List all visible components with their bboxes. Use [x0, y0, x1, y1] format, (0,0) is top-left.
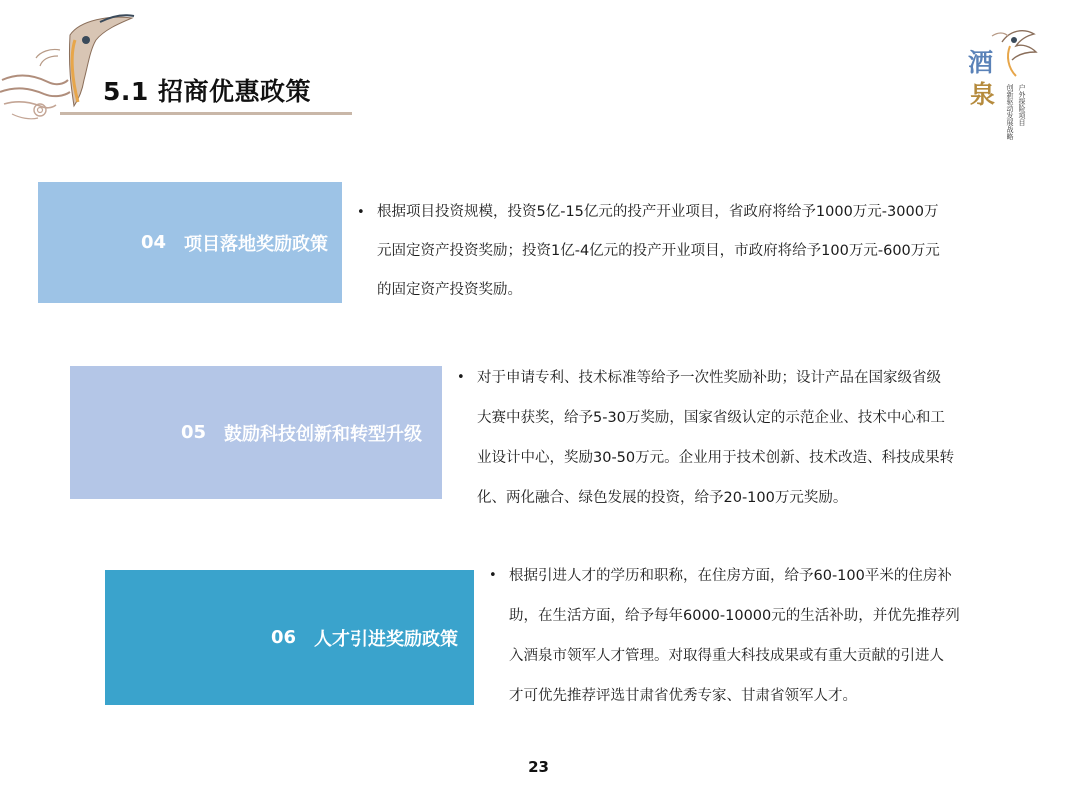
description-line: 元固定资产投资奖励；投资1亿-4亿元的投产开业项目，市政府将给予100万元-600万元	[377, 243, 940, 259]
description-line: 对于申请专利、技术标准等给予一次性奖励补助；设计产品在国家级省级	[477, 370, 941, 386]
description-line: 的固定资产投资奖励。	[377, 282, 522, 298]
policy-description-05	[457, 358, 1012, 518]
policy-number: 05	[180, 422, 206, 443]
page-number: 23	[528, 758, 549, 776]
page-title: 5.1 招商优惠政策	[103, 77, 311, 106]
header-underline	[60, 112, 352, 115]
bullet-icon: •	[489, 568, 497, 583]
policy-number: 04	[140, 232, 166, 253]
bullet-icon: •	[357, 205, 365, 220]
logo-subtitle-1: 户外探险项目	[1018, 84, 1026, 126]
logo-subtitle-2: 创新驱动发展战略	[1006, 84, 1014, 140]
policy-title: 项目落地奖励政策	[184, 233, 328, 255]
logo-character-quan: 泉	[970, 80, 996, 109]
flying-apsara-logo-icon	[962, 22, 1042, 134]
bullet-icon: •	[457, 370, 465, 385]
policy-description-04	[357, 193, 1005, 310]
policy-number: 06	[270, 627, 296, 648]
description-line: 才可优先推荐评选甘肃省优秀专家、甘肃省领军人才。	[509, 688, 857, 704]
description-line: 根据引进人才的学历和职称，在住房方面，给予60-100平米的住房补	[509, 568, 952, 584]
policy-label-box-06	[105, 570, 474, 705]
policy-title: 鼓励科技创新和转型升级	[224, 423, 422, 445]
description-line: 业设计中心，奖励30-50万元。企业用于技术创新、技术改造、科技成果转	[477, 450, 955, 466]
policy-label-box-05	[70, 366, 442, 499]
policy-title: 人才引进奖励政策	[314, 628, 458, 650]
policy-description-06	[489, 556, 1009, 716]
policy-label-box-04	[38, 182, 342, 303]
description-line: 化、两化融合、绿色发展的投资，给予20-100万元奖励。	[477, 490, 848, 506]
description-line: 大赛中获奖，给予5-30万奖励，国家省级认定的示范企业、技术中心和工	[477, 410, 945, 426]
logo-character-jiu: 酒	[968, 48, 994, 77]
description-line: 根据项目投资规模，投资5亿-15亿元的投产开业项目，省政府将给予1000万元-3000万	[377, 204, 939, 220]
description-line: 助，在生活方面，给予每年6000-10000元的生活补助，并优先推荐列	[509, 608, 960, 624]
description-line: 入酒泉市领军人才管理。对取得重大科技成果或有重大贡献的引进人	[509, 648, 944, 664]
